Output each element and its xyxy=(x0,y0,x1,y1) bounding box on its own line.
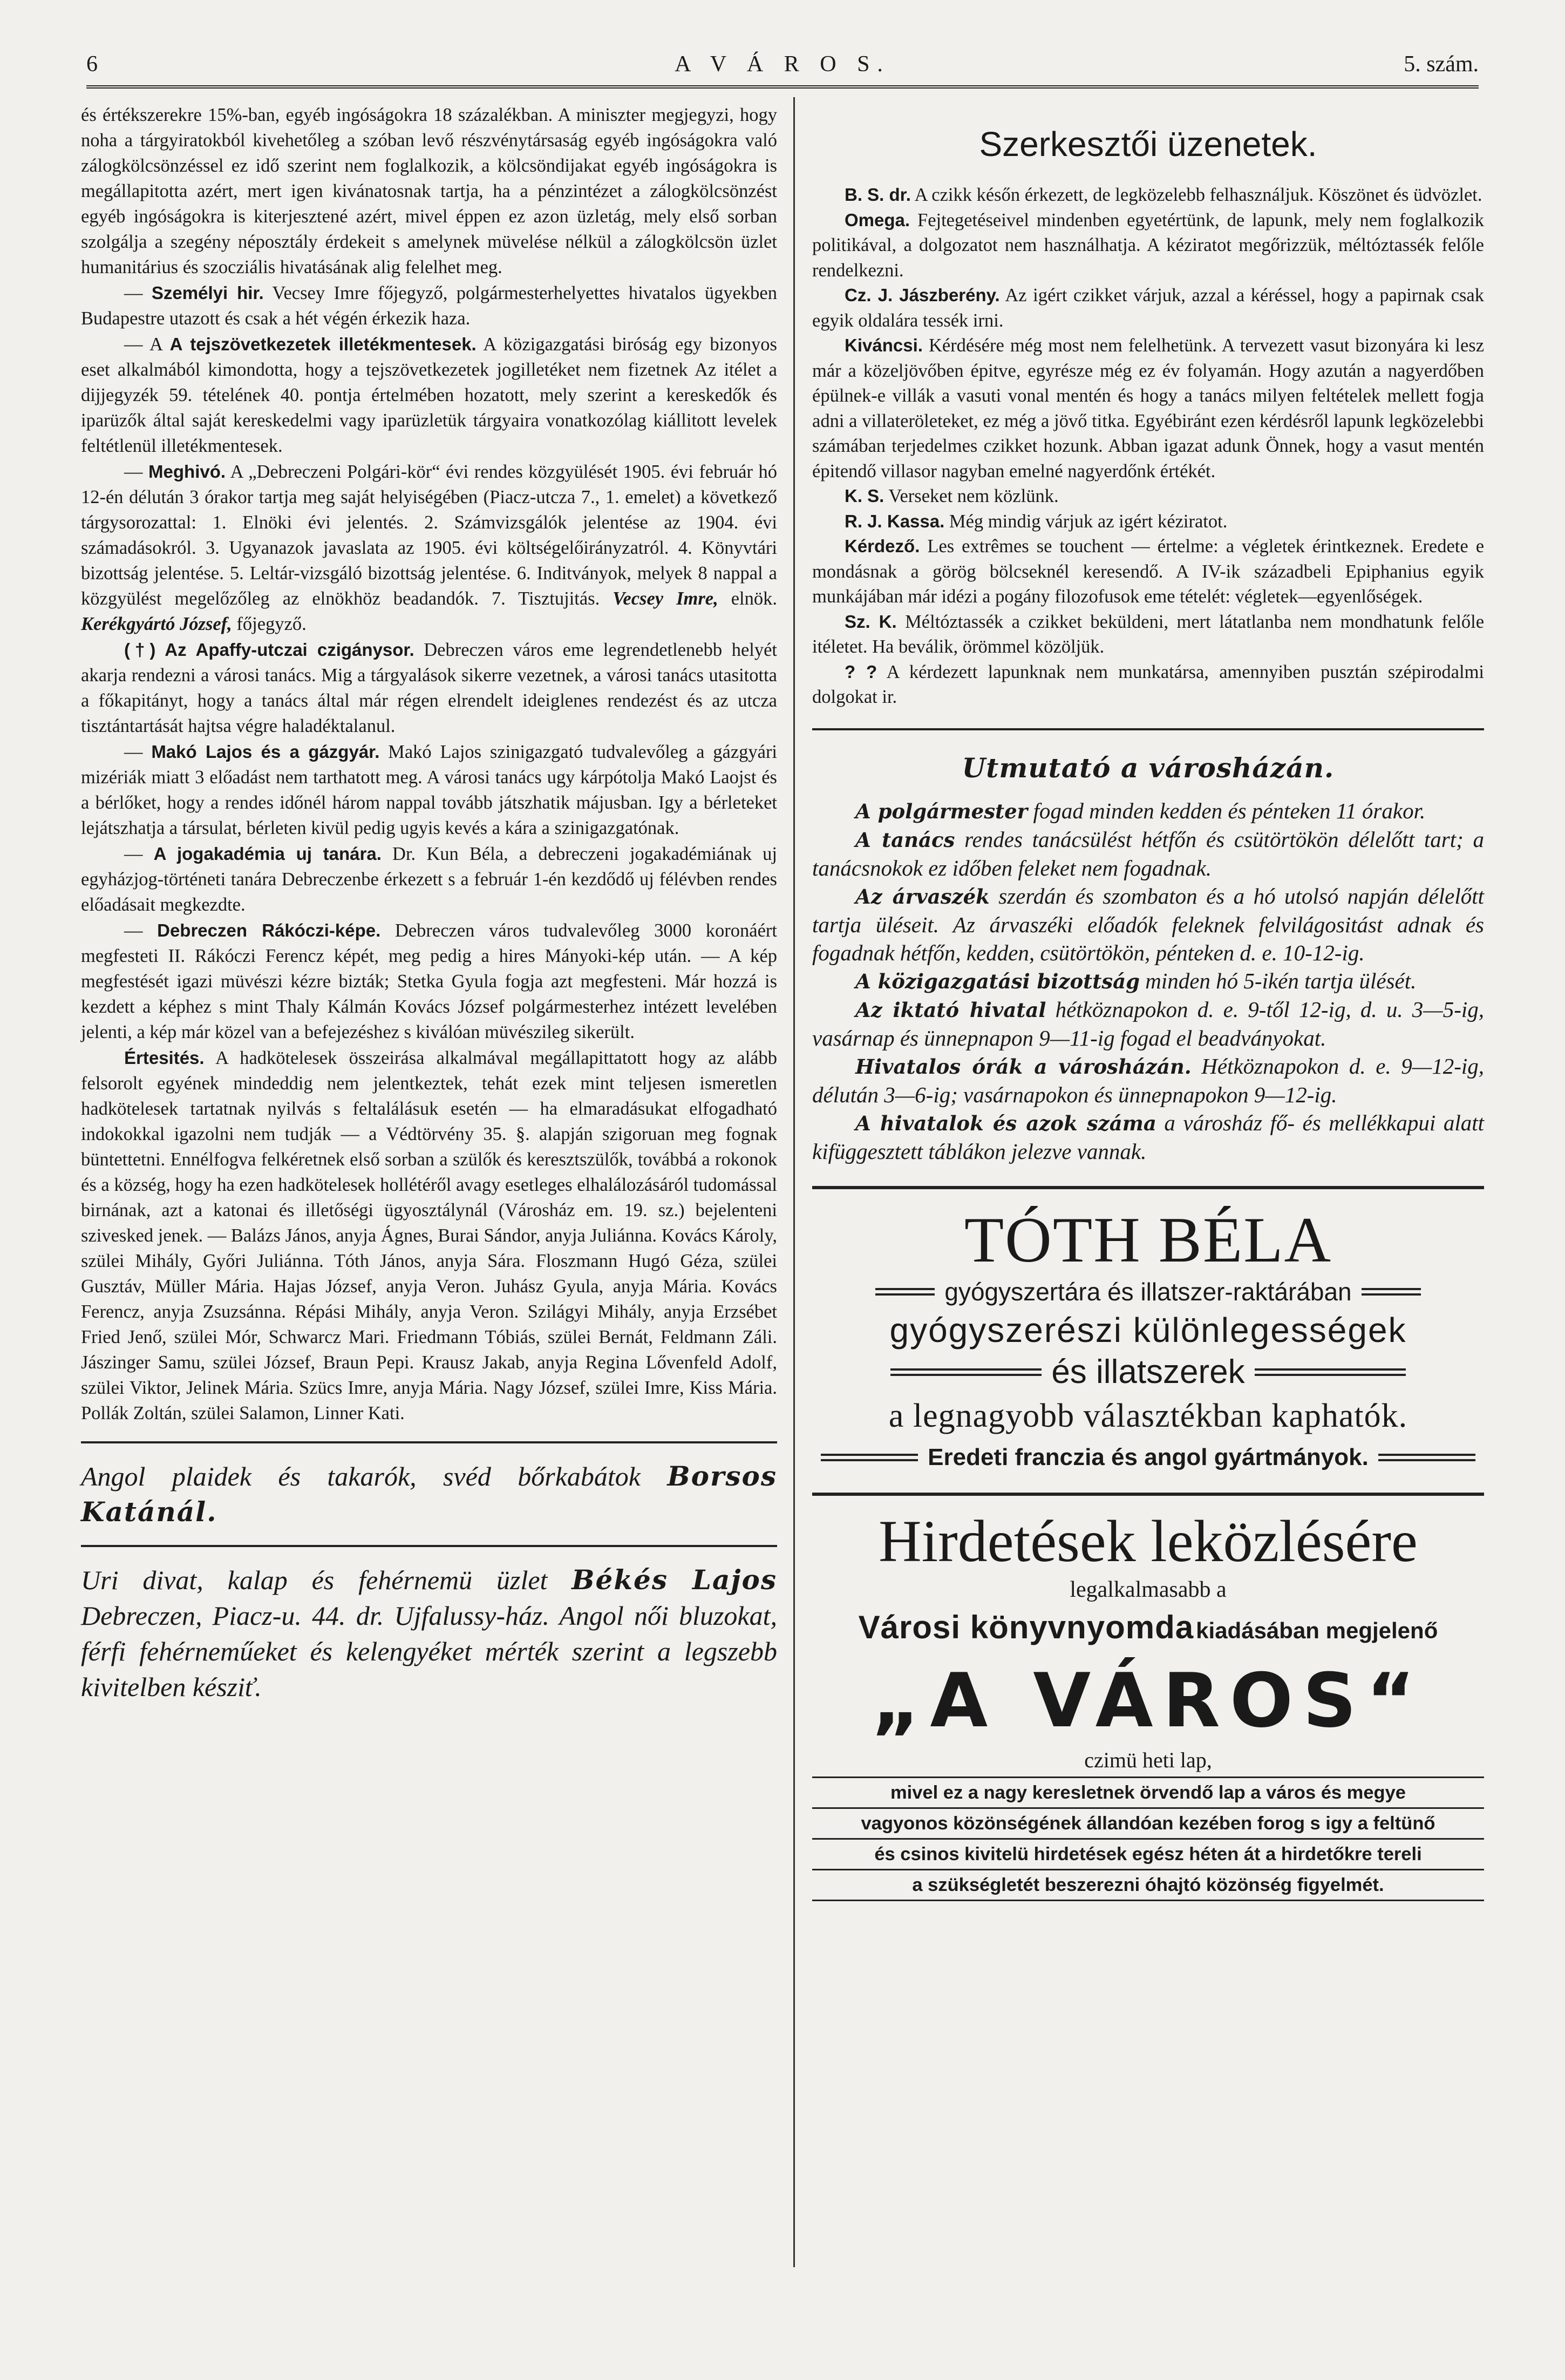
ad-separator xyxy=(81,1441,777,1443)
article-ertesites: Értesités. A hadkötelesek összeirása alkalmával megállapittatott hogy az alább felsorolt egyének mindeddig nem jelentkeztek, tehát ezek mint teljesen ismeretlen hadkötelesek tartatnak nyilvás s feltalálásuk esetén — ha elmaradásukat elfogadható indokokkal igazolni nem tudják — a Védtörvény 35. §. alapján szigoruan meg fognak büntettetni. Ennélfogva felkéretnek első sorban a szülők és keresztszülők, továbbá a rokonok és a község, hogy ha ezen hadkötelesek hollétéről avagy esetleges elhalálozásáról tudomással birnának, azt a katonai és illetőségi ügyosztálynál (Városház em. 19. sz.) bejelenteni szivesked jenek. — Balázs János, anyja Ágnes, Burai Sándor, anyja Juliánna. Kovács Károly, szülei Mihály, Győri Juliánna. Tóth János, anyja Sára. Floszmann Hugó Géza, szülei Gusztáv, Müller Mária. Hajas József, anyja Veron. Juhász Gyula, anyja Mária. Kovács Ferencz, anyja Zsuzsánna. Répási Mihály, anyja Veron. Szilágyi Mihály, anyja Erzsébet Fried Jenő, szülei Mór, Schwarcz Mari. Friedmann Tóbiás, szülei Bernát, Feldmann Záli. Jászinger Samu, szülei József, Braun Pepi. Krausz Jakab, anyja Regina Lővenfeld Adolf, szülei Viktor, Jelinek Mária. Szücs Imre, anyja Mária. Nagy József, szülei Imre, Kiss Mária. Pollák Zoltán, szülei Salamon, Linner Kati. xyxy=(81,1048,777,1423)
note-item: Kérdező. Les extrêmes se touchent — értelme: a végletek érintkeznek. Eredete e mondásnak a görög bölcseknél keresendő. A IV-ik századbeli Epiphanius egyik munkájában már idézi a pogány filozofusok eme tételét: végletek—egyenlőségek. xyxy=(812,536,1485,607)
editor-notes-title: Szerkesztői üzenetek. xyxy=(979,125,1317,164)
ad-hirdetesek: Hirdetések leközlésére legalkalmasabb a Városi könyvnyomda kiadásában megjelenő „A VÁROS“ czimü heti lap, mivel ez a nagy keresletnek örvendő lap a város és megye vagyonos közönségének állandóan kezében forog s igy a feltünő és csinos kivitelü hirdetések egész héten át a hirdetőkre tereli a szükségletét beszerezni óhajtó közönség figyelmét. xyxy=(812,1509,1484,1901)
guide-item: A hivatalok és azok száma a városház fő- és mellékkapui alatt kifüggesztett táblákon jelezve vannak. xyxy=(812,1110,1484,1164)
issue-number: 5. szám. xyxy=(1404,52,1479,77)
article-szemelyi-hir: — Személyi hir. Vecsey Imre főjegyző, polgármesterhelyettes hivatalos ügyekben Budapestre utazott és csak a hét végén érkezik haza. xyxy=(81,283,777,329)
guide-item: A közigazgatási bizottság minden hó 5-ikén tartja ülését. xyxy=(855,968,1417,993)
article-jogakademia: — A jogakadémia uj tanára. Dr. Kun Béla, a debreczeni jogakadémiának uj egyházjog-történeti tanára Debreczenbe érkezett s a február 1-én kezdődő uj félévben rendes előadásait megkezdte. xyxy=(81,844,778,915)
article-mako-lajos: — Makó Lajos és a gázgyár. Makó Lajos szinigazgató tudvalevőleg a gázgyári mizériák miatt 3 előadást nem tarthatott meg. A városi tanács ugy kárpótolja Makó Laojst és a bérlőket, hogy a rendes időnél három nappal tovább játszhatik májusban. Igy a bérleteket lejátszhatja a társulat, bérleten kivül pedig ugyis kevés a kára a szinigazgatónak. xyxy=(81,742,778,838)
guide-item: Hivatalos órák a városházán. Hétköznapokon d. e. 9—12-ig, délután 3—6-ig; vasárnapokon és ünnepnapokon 9—12-ig. xyxy=(812,1053,1485,1107)
paper-name: „A VÁROS“ xyxy=(871,1657,1425,1744)
article-rakoczi-kepe: — Debreczen Rákóczi-képe. Debreczen város tudvalevőleg 3000 koronáért megfesteti II. Rákóczi Ferencz képét, meg pedig a hires Mányoki-kép után. — A kép megfestését igazi müvészi kézre bizták; Stetka Gyula fogja azt megfesteni. Már hozzá is kezdett a képhez s mint Thaly Kálmán Kovács József polgármesterhez intézett levelében jelenti, a kép már közel van a befejezéshez s kiválóan müvészileg sikerült. xyxy=(81,920,777,1042)
note-item: Sz. K. Méltóztassék a czikket beküldeni, mert látatlanba nem mondhatunk felőle itéletet. Ha beválik, örömmel közöljük. xyxy=(812,611,1485,657)
left-column xyxy=(81,103,777,1705)
running-head xyxy=(86,51,1479,89)
article-continuation: és értékszerekre 15%-ban, egyéb ingóságokra 18 százalékban. A miniszter megjegyzi, hogy noha a tárgyiratokból kivehetőleg a szóban levő részvénytársaság egyéb ingóságokra való zálogkölcsönzéssel ez idő szerint nem foglalkozik, a kölcsöndijakat egyéb ingóságokra is megállapitotta azért, mert igen kivánatosnak tartja, ha a pénzintézet a zálogkölcsönzést egyéb ingóságokra is kiterjesztené azért, mivel éppen ez azon üzletág, mely első sorban szolgálja a szegény néposztály érdekeit s amelynek müvelése nélkül a zálogkölcsön üzlet humanitárius és szocziális hivatásának alig felelhet meg. xyxy=(81,105,777,277)
guide-item: A polgármester fogad minden kedden és pénteken 11 órakor. xyxy=(855,798,1426,823)
toth-name: TÓTH BÉLA xyxy=(964,1203,1332,1276)
header-rule xyxy=(86,85,1479,89)
note-item: Omega. Fejtegetéseivel mindenben egyetértünk, de lapunk, mely nem foglalkozik politikával, a dolgozatot nem használhatja. A kéziratot megőrizzük, méltóztassék felőle rendelkezni. xyxy=(812,209,1484,281)
guide-item: Az árvaszék szerdán és szombaton és a hó utolsó napján délelőtt tartja üléseit. Az árvaszéki előadók feleknek felvilágositást adnak és fogadnak hétfőn, kedden, csütörtökön, pénteken d. e. 10-12-ig. xyxy=(812,883,1484,965)
note-item: R. J. Kassa. Még mindig várjuk az igért kéziratot. xyxy=(845,511,1228,532)
note-item: Cz. J. Jászberény. Az igért czikket várjuk, azzal a kéréssel, hogy a papirnak csak egyik oldalára tessék irni. xyxy=(812,285,1484,331)
right-column xyxy=(812,103,1484,1901)
guide-item: A tanács rendes tanácsülést hétfőn és csütörtökön délelőtt tart; a tanácsnokok ez időben feleket nem fogadnak. xyxy=(812,826,1485,880)
guide-item: Az iktató hivatal hétköznapokon d. e. 9-től 12-ig, d. u. 3—5-ig, vasárnap és ünnepnapon 9—11-ig fogad el beadványokat. xyxy=(812,996,1484,1050)
ad-separator xyxy=(812,1493,1484,1496)
ad-borsos: Angol plaidek és takarók, svéd bőrkabátok Borsos Katánál. xyxy=(81,1460,777,1528)
editor-notes xyxy=(812,182,1484,710)
note-item: ? ? A kérdezett lapunknak nem munkatársa, amennyiben pusztán szépirodalmi dolgokat ir. xyxy=(812,661,1484,707)
page-number: 6 xyxy=(86,52,98,77)
section-separator xyxy=(812,728,1484,730)
note-item: B. S. dr. A czikk későn érkezett, de legközelebb felhasználjuk. Köszönet és üdvözlet. xyxy=(845,185,1482,205)
article-meghivo: — Meghivó. A „Debreczeni Polgári-kör“ évi rendes közgyülését 1905. évi február hó 12-én délután 3 órakor tartja meg saját helyiségében (Piacz-utcza 7., 1. emelet) a következő tárgysorozattal: 1. Elnöki évi jelentés. 2. Számvizsgálók jelentése az 1904. évi számadásokról. 3. Ugyanazok javaslata az 1905. évi költségelőirányzatról. 4. Könyvtári bizottság jelentése. 5. Leltár-vizsgáló bizottság jelentése. 6. Inditványok, melyek 8 nappal a közgyülést megelőzőleg az elnökhöz beadandók. 7. Tisztujitás. Vecsey Imre, elnök. Kerékgyártó József, főjegyző. xyxy=(81,462,778,634)
ad-toth-bela: TÓTH BÉLA gyógyszertára és illatszer-raktárában gyógyszerészi különlegességek és illatszerek a legnagyobb választékban kaphatók. Eredeti franczia és angol gyártmányok. xyxy=(812,1205,1484,1476)
ad-boxed-text: mivel ez a nagy keresletnek örvendő lap a város és megye vagyonos közönségének állandóan kezében forog s igy a feltünő és csinos kivitelü hirdetések egész héten át a hirdetőkre tereli a szükségletét beszerezni óhajtó közönség figyelmét. xyxy=(812,1776,1484,1901)
note-item: Kiváncsi. Kérdésére még most nem felelhetünk. A tervezett vasut bizonyára ki lesz már a közeljövőben épitve, egyrésze még ez év folyamán. Hogy azután a nagyerdőben épülnek-e villák a vasuti vonal mentén és hogy a tanács milyen feltételek mellett fogja adni a villateröleteket, ez még a jövő titka. Egyébiránt ezen kérdésről lapunk legközelebbi számában terjedelmes czikket hozunk. Abban igazat adunk Önnek, hogy a vasut mentén épitendő villasor nagyban emelné nagyerdőnk értékét. xyxy=(812,335,1485,482)
note-item: K. S. Verseket nem közlünk. xyxy=(845,486,1059,506)
city-hall-guide xyxy=(812,797,1484,1165)
newspaper-running-title: A V Á R O S. xyxy=(675,52,890,77)
ad-bekes-lajos: Uri divat, kalap és fehérnemü üzlet Békés Lajos Debreczen, Piacz-u. 44. dr. Ujfalussy-ház. Angol női bluzokat, férfi fehérneműeket és kelengyéket mérték szerint a legszebb kivitelben késziť. xyxy=(81,1564,777,1702)
ad-separator xyxy=(81,1545,777,1547)
guide-title: Utmutató a városházán. xyxy=(962,751,1335,784)
column-divider xyxy=(793,97,795,2267)
ad-separator xyxy=(812,1186,1484,1189)
article-apaffy-utcza: (†) Az Apaffy-utczai czigánysor. Debreczen város eme legrendetlenebb helyét akarja rendezni a városi tanács. Mig a tárgyalások sikerre vezetnek, a városi tanács utasitotta a főkapitányt, hogy a tanács által már régen elrendelt ideiglenes rendezést és az utcza tisztántartását hajtsa végre haladéktalanul. xyxy=(81,640,777,736)
article-tejszovetkezetek: — A A tejszövetkezetek illetékmentesek. A közigazgatási biróság egy bizonyos eset alkalmából kimondotta, hogy a tejszövetkezetek jogilletéket nem fizetnek Az itélet a dijjegyzék 59. tételének 40. pontja értelmében hozatott, mely szerint a kereskedők és iparüzők által saját kereskedelmi vagy iparüzletük tárgyaira vonatkozólag kiállitott levelek feltétlenül illetékmentesek. xyxy=(81,334,777,456)
